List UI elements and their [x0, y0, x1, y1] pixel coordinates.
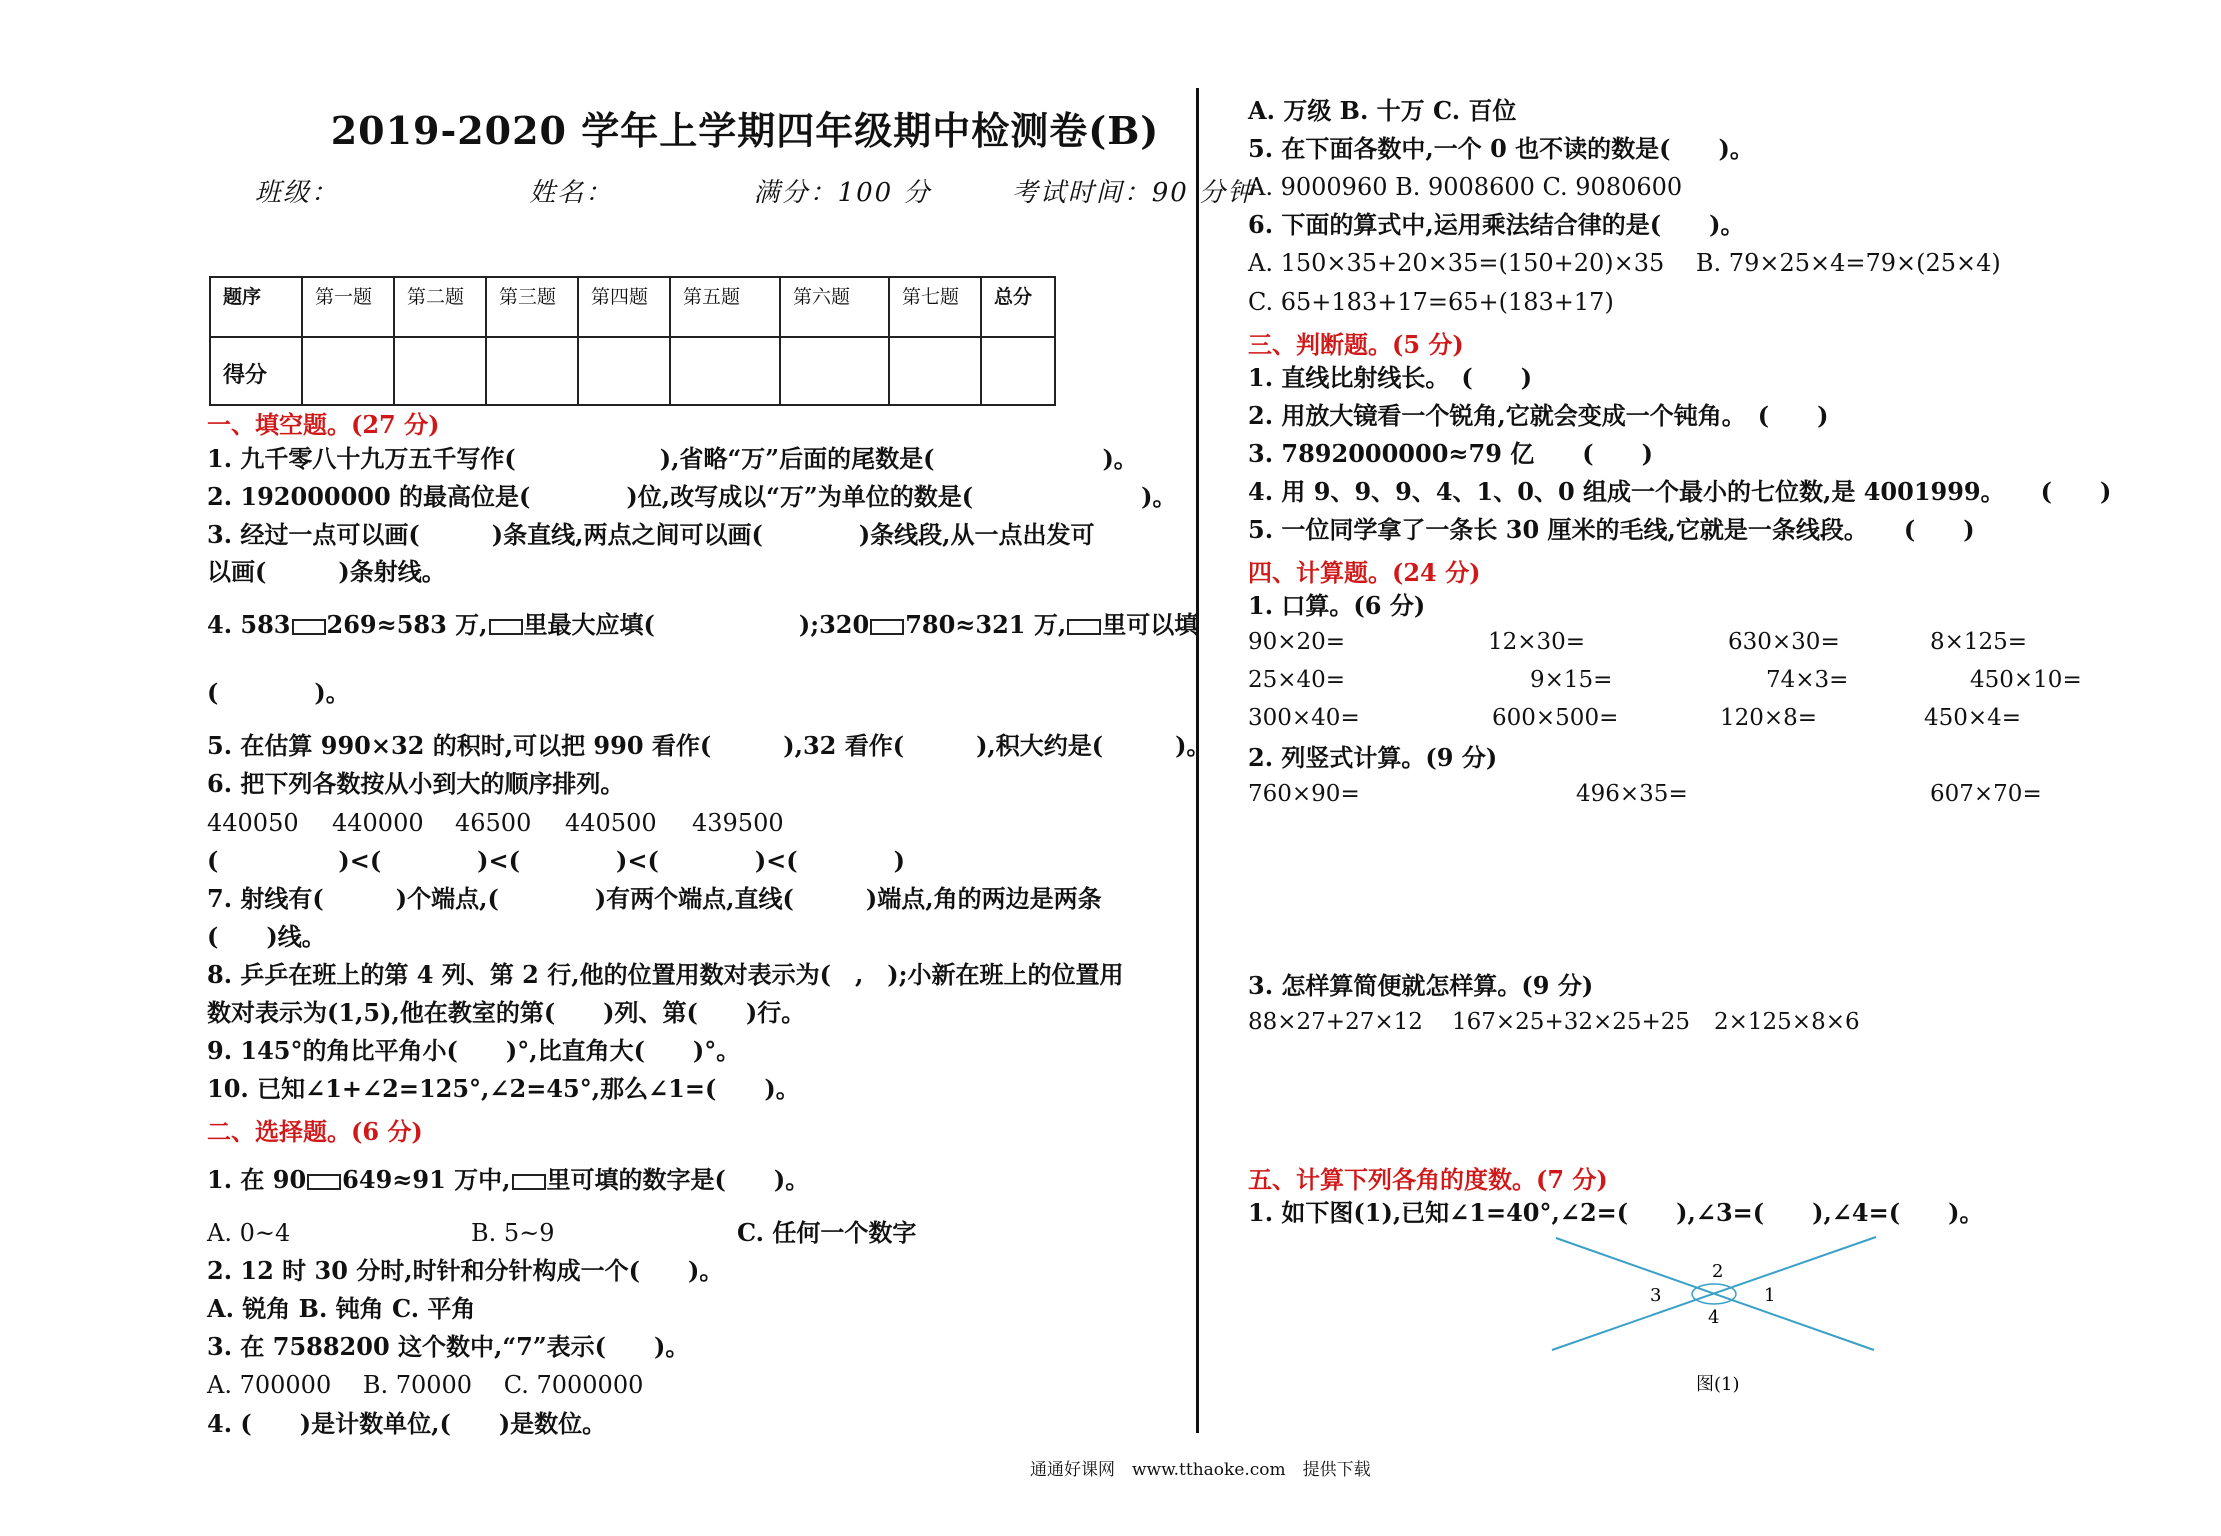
oral-item: 74×3= — [1766, 667, 1849, 693]
choice-1-options — [207, 1218, 916, 1248]
score-cell[interactable] — [394, 337, 486, 405]
choice-2-options: A. 锐角 B. 钝角 C. 平角 — [207, 1294, 476, 1323]
question-1-10: 10. 已知∠1+∠2=125°,∠2=45°,那么∠1=( )。 — [207, 1074, 800, 1103]
q4-text: 里最大应填( );320 — [523, 610, 870, 639]
score-cell[interactable] — [578, 337, 670, 405]
blank-box — [512, 1174, 546, 1190]
page-title: 2019-2020 学年上学期四年级期中检测卷(B) — [330, 108, 1160, 153]
q4-text: 里可以填 — [1102, 610, 1199, 639]
judge-1: 1. 直线比射线长。 ( ) — [1248, 363, 1533, 392]
name-label: 姓名： — [529, 178, 614, 208]
question-1-6: 6. 把下列各数按从小到大的顺序排列。 — [207, 769, 625, 798]
class-label: 班级： — [255, 178, 340, 208]
oral-item: 600×500= — [1492, 705, 1619, 731]
oral-item: 630×30= — [1728, 629, 1840, 655]
angle-question-1: 1. 如下图(1),已知∠1=40°,∠2=( ),∠3=( ),∠4=( )。 — [1248, 1198, 1984, 1227]
choice-3: 3. 在 7588200 这个数中,“7”表示( )。 — [207, 1332, 690, 1361]
choice-5-options: A. 9000960 B. 9008600 C. 9080600 — [1248, 173, 1683, 201]
score-row-label: 得分 — [210, 337, 302, 405]
vertical-item: 496×35= — [1576, 781, 1688, 807]
option: B. 5~9 — [471, 1219, 555, 1247]
question-1-3a: 3. 经过一点可以画( )条直线,两点之间可以画( )条线段,从一点出发可 — [207, 520, 1095, 549]
q6-number: 440050 — [207, 809, 299, 837]
figure-caption: 图(1) — [1696, 1374, 1740, 1395]
c1-text: 1. 在 90 — [207, 1165, 307, 1194]
angle-label-4: 4 — [1708, 1307, 1720, 1328]
score-table — [209, 276, 1056, 406]
section-3-title: 三、判断题。(5 分) — [1248, 330, 1464, 359]
intersecting-lines-figure — [1540, 1228, 1890, 1408]
c1-text: 649≈91 万中, — [342, 1165, 511, 1194]
judge-5: 5. 一位同学拿了一条长 30 厘米的毛线,它就是一条线段。 ( ) — [1248, 515, 1975, 544]
q6-answer-blanks: ( )<( )<( )<( )<( ) — [207, 846, 905, 875]
simple-item: 88×27+27×12 — [1248, 1009, 1423, 1035]
score-label: 满分：100 分 — [753, 178, 932, 208]
oral-item: 120×8= — [1720, 705, 1818, 731]
blank-box[interactable] — [292, 619, 326, 635]
angle-label-2: 2 — [1712, 1261, 1724, 1282]
choice-1 — [207, 1165, 809, 1195]
score-header-cell: 第四题 — [578, 277, 670, 337]
question-1-5: 5. 在估算 990×32 的积时,可以把 990 看作( ),32 看作( ),积大约是( )。 — [207, 731, 1211, 760]
choice-4-options: A. 万级 B. 十万 C. 百位 — [1248, 96, 1517, 125]
calc-1-title: 1. 口算。(6 分) — [1248, 591, 1426, 620]
question-1-8a: 8. 乒乒在班上的第 4 列、第 2 行,他的位置用数对表示为( , );小新在班上的位置用 — [207, 960, 1124, 989]
question-1-8b: 数对表示为(1,5),他在教室的第( )列、第( )行。 — [207, 998, 806, 1027]
score-header-cell: 第六题 — [780, 277, 889, 337]
calc-3-title: 3. 怎样算简便就怎样算。(9 分) — [1248, 971, 1594, 1000]
score-header-cell: 总分 — [981, 277, 1055, 337]
q6-number: 46500 — [455, 809, 532, 837]
question-1-4b: ( )。 — [207, 678, 350, 707]
oral-item: 90×20= — [1248, 629, 1346, 655]
time-label: 考试时间：90 分钟 — [1011, 178, 1256, 208]
blank-box[interactable] — [307, 1174, 341, 1190]
section-1-title: 一、填空题。(27 分) — [207, 410, 440, 439]
oral-item: 25×40= — [1248, 667, 1346, 693]
score-header-cell: 第二题 — [394, 277, 486, 337]
score-cell[interactable] — [889, 337, 981, 405]
score-cell[interactable] — [981, 337, 1055, 405]
score-header-cell: 第五题 — [670, 277, 780, 337]
section-4-title: 四、计算题。(24 分) — [1248, 558, 1481, 587]
q6-number: 440000 — [332, 809, 424, 837]
choice-3-options: A. 700000 B. 70000 C. 7000000 — [207, 1371, 644, 1399]
score-cell[interactable] — [670, 337, 780, 405]
vertical-item: 607×70= — [1930, 781, 2042, 807]
angle-label-1: 1 — [1764, 1285, 1776, 1306]
score-cell[interactable] — [302, 337, 394, 405]
option: A. 0~4 — [207, 1219, 291, 1247]
page-footer: 通通好课网 www.tthaoke.com 提供下载 — [1030, 1460, 1371, 1480]
choice-4: 4. ( )是计数单位,( )是数位。 — [207, 1409, 607, 1438]
oral-item: 300×40= — [1248, 705, 1360, 731]
q4-text: 4. 583 — [207, 610, 291, 639]
section-2-title: 二、选择题。(6 分) — [207, 1117, 423, 1146]
q4-text: 780≈321 万, — [905, 610, 1067, 639]
choice-5: 5. 在下面各数中,一个 0 也不读的数是( )。 — [1248, 134, 1754, 163]
oral-item: 12×30= — [1488, 629, 1586, 655]
c1-text: 里可填的数字是( )。 — [546, 1165, 810, 1194]
angle-label-3: 3 — [1650, 1285, 1662, 1306]
simple-item: 167×25+32×25+25 — [1452, 1009, 1691, 1035]
q6-number: 439500 — [692, 809, 784, 837]
question-1-1: 1. 九千零八十九万五千写作( ),省略“万”后面的尾数是( )。 — [207, 444, 1138, 473]
score-cell[interactable] — [780, 337, 889, 405]
question-1-2: 2. 192000000 的最高位是( )位,改写成以“万”为单位的数是( )。 — [207, 482, 1177, 511]
question-1-7a: 7. 射线有( )个端点,( )有两个端点,直线( )端点,角的两边是两条 — [207, 884, 1102, 913]
question-1-3b: 以画( )条射线。 — [207, 557, 446, 586]
score-header-cell: 第三题 — [486, 277, 578, 337]
score-header-cell: 第一题 — [302, 277, 394, 337]
simple-item: 2×125×8×6 — [1714, 1009, 1860, 1035]
question-1-7b: ( )线。 — [207, 922, 326, 951]
choice-6: 6. 下面的算式中,运用乘法结合律的是( )。 — [1248, 210, 1745, 239]
calc-2-title: 2. 列竖式计算。(9 分) — [1248, 743, 1498, 772]
judge-4: 4. 用 9、9、9、4、1、0、0 组成一个最小的七位数,是 4001999。 ( ) — [1248, 477, 2112, 506]
vertical-item: 760×90= — [1248, 781, 1360, 807]
option: C. 任何一个数字 — [737, 1218, 917, 1247]
q4-text: 269≈583 万, — [326, 610, 488, 639]
q6-numbers — [207, 808, 784, 838]
score-header-cell: 题序 — [210, 277, 302, 337]
judge-3: 3. 7892000000≈79 亿 ( ) — [1248, 439, 1653, 468]
oral-item: 8×125= — [1930, 629, 2028, 655]
choice-6-options-a: A. 150×35+20×35=(150+20)×35 B. 79×25×4=79×(25×4) — [1248, 249, 2001, 277]
question-1-9: 9. 145°的角比平角小( )°,比直角大( )°。 — [207, 1036, 741, 1065]
score-cell[interactable] — [486, 337, 578, 405]
q6-number: 440500 — [565, 809, 657, 837]
blank-box — [489, 619, 523, 635]
blank-box — [1067, 619, 1101, 635]
judge-2: 2. 用放大镜看一个锐角,它就会变成一个钝角。 ( ) — [1248, 401, 1829, 430]
oral-item: 450×10= — [1970, 667, 2082, 693]
score-header-cell: 第七题 — [889, 277, 981, 337]
section-5-title: 五、计算下列各角的度数。(7 分) — [1248, 1165, 1608, 1194]
exam-info — [255, 172, 1256, 209]
oral-item: 450×4= — [1924, 705, 2022, 731]
blank-box[interactable] — [870, 619, 904, 635]
question-1-4a — [207, 610, 1198, 640]
choice-6-options-b: C. 65+183+17=65+(183+17) — [1248, 288, 1614, 316]
choice-2: 2. 12 时 30 分时,时针和分针构成一个( )。 — [207, 1256, 724, 1285]
oral-item: 9×15= — [1530, 667, 1613, 693]
